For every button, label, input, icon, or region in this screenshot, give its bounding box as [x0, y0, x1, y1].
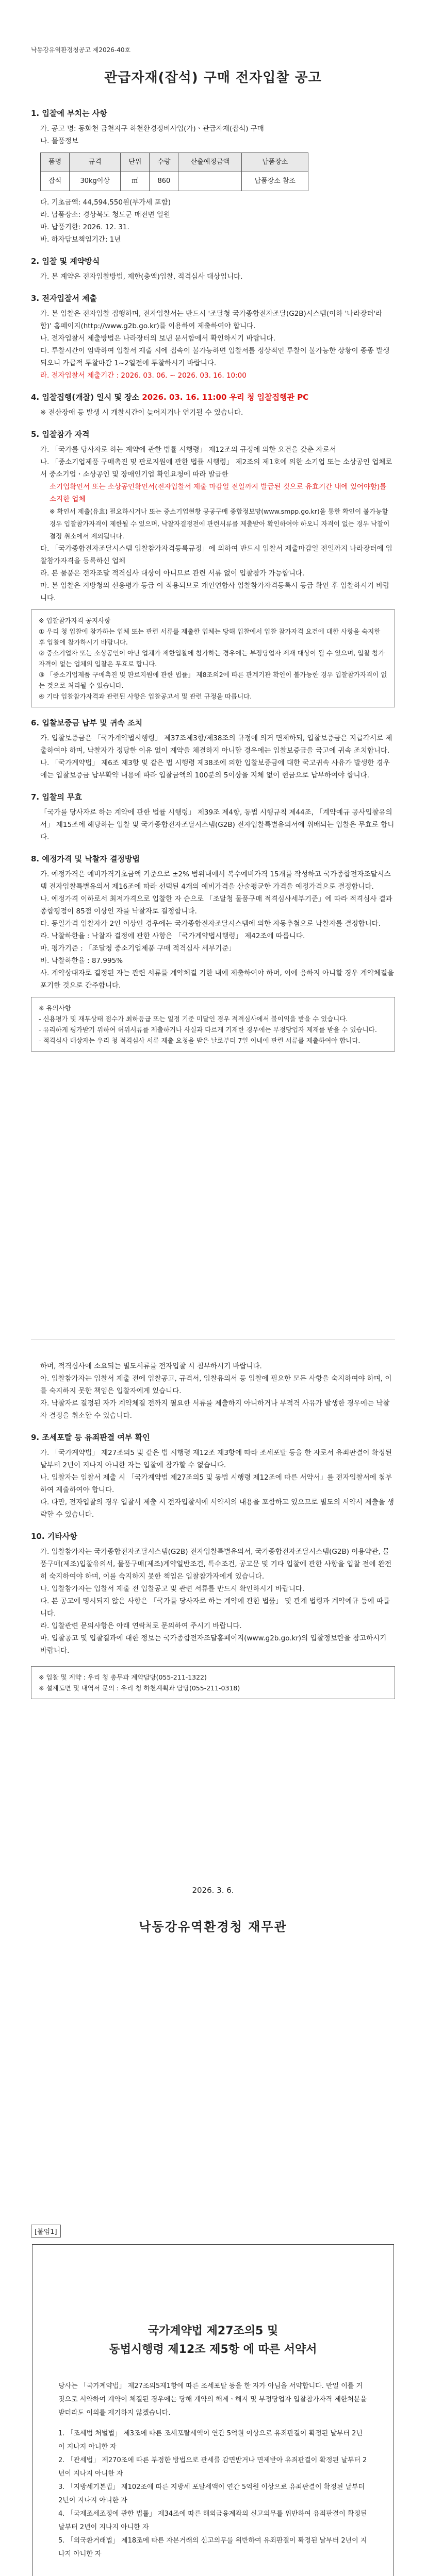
- section-8-heading: 8. 예정가격 및 낙찰자 결정방법: [31, 854, 140, 863]
- s10-line: 나. 입찰참가자는 입찰서 제출 전 입찰공고 및 관련 서류를 반드시 확인하시기 바랍니다.: [40, 1585, 305, 1593]
- box-line: ③ 「중소기업제품 구매촉진 및 판로지원에 관한 법률」 제8조의2에 따른 관계기관 확인이 불가능한 경우 입찰참가자격이 없는 것으로 처리될 수 있습니다.: [39, 671, 387, 689]
- section-5-heading: 5. 입찰참가 자격: [31, 430, 90, 439]
- box-line: - 적격심사 대상자는 우리 청 적격심사 서류 제출 요청을 받은 날로부터 7일 이내에 관련 서류를 제출하여야 합니다.: [39, 1037, 361, 1044]
- box-line: ② 중소기업자 또는 소상공인이 아닌 업체가 제한입찰에 참가하는 경우에는 부정당업자 제재 대상이 될 수 있으며, 입찰 참가 자격이 없는 업체의 입찰은 무효로 합니다.: [39, 649, 385, 668]
- section-3-heading: 3. 전자입찰서 제출: [31, 294, 97, 303]
- table-header: 단위: [121, 153, 150, 172]
- box-line: - 유리하게 평가받기 위하여 허위서류를 제출하거나 사실과 다르게 기재한 경우에는 부정당업자 제재를 받을 수 있습니다.: [39, 1026, 377, 1033]
- s7-line: 「국가를 당사자로 하는 계약에 관한 법률 시행령」 제39조 제4항, 동법 시행규칙 제44조, 「계약예규 공사입찰유의서」 제15조에 해당하는 입찰 및 국가종합전자조달시스템(G2B) 전자입찰특별유의서에 위배되는 입찰은 무효로 합니다.: [40, 808, 395, 841]
- form-item: 1. 「조세범 처벌법」 제3조에 따른 조세포탈세액이 연간 5억원 이상으로 유죄판결이 확정된 날부터 2년이 지나지 아니한 자: [58, 2430, 363, 2451]
- table-cell: ㎥: [121, 172, 150, 191]
- item-table: [40, 152, 308, 191]
- section-1-heading: 1. 입찰에 부치는 사항: [31, 109, 107, 118]
- box-line: ① 우리 청 입찰에 참가하는 업체 또는 관련 서류를 제출한 업체는 당해 입찰에서 입찰 참가자격 요건에 대한 사항을 숙지한 후 입찰에 참가하시기 바랍니다.: [39, 628, 381, 646]
- attachment-label: [붙임1]: [31, 2225, 61, 2238]
- s9-line: 나. 입찰자는 입찰서 제출 시 「국가계약법 제27조의5 및 동법 시행령 제12조에 따른 서약서」를 전자입찰서에 첨부하여 제출하여야 합니다.: [40, 1473, 392, 1494]
- s9-line: 다. 다만, 전자입찰의 경우 입찰서 제출 시 전자입찰서에 서약서의 내용을 포함하고 있으므로 별도의 서약서 제출을 생략할 수 있습니다.: [40, 1498, 394, 1519]
- s3-line: 가. 본 입찰은 전자입찰 집행하며, 전자입찰서는 반드시 '조달청 국가종합전자조달(G2B)시스템(이하 '나라장터'라 함)' 홈페이지(http://www.g2b.go.kr)를 이용하여 제출하여야 합니다.: [40, 310, 383, 330]
- s10-line: 다. 본 공고에 명시되지 않은 사항은 「국가를 당사자로 하는 계약에 관한 법률」 및 관계 법령과 계약예규 등에 따릅니다.: [40, 1597, 390, 1618]
- s8-line: 마. 평가기준 : 「조달청 중소기업제품 구매 적격심사 세부기준」: [40, 944, 236, 953]
- form-body: [32, 2359, 394, 2561]
- contact-box: [31, 1666, 395, 1699]
- s5-red-line: 소기업확인서 또는 소상공인확인서(전자입찰서 제출 마감일 전일까지 발급된 것으로 유효기간 내에 있어야함)를 소지한 업체: [50, 483, 387, 503]
- s5-line: 라. 본 물품은 전자조달 적격심사 대상이 아니므로 관련 서류 없이 입찰참가 가능합니다.: [40, 569, 305, 578]
- s8-line: 라. 낙찰하한율 : 낙찰자 결정에 관한 사항은 「국가계약법시행령」 제42조에 따릅니다.: [40, 932, 305, 940]
- page-title: 관급자재(잡석) 구매 전자입찰 공고: [104, 70, 322, 86]
- caution-box: [31, 997, 395, 1052]
- s10-line: 마. 입찰공고 및 입찰결과에 대한 정보는 국가종합전자조달홈페이지(www.g2b.go.kr)의 입찰정보란을 참고하시기 바랍니다.: [40, 1634, 387, 1655]
- section-10-heading: 10. 기타사항: [31, 1532, 77, 1541]
- s8b-line: 자. 낙찰자로 결정된 자가 계약체결 전까지 필요한 서류를 제출하지 아니하거나 부적격 사유가 발생한 경우에는 낙찰자 결정을 취소할 수 있습니다.: [40, 1399, 390, 1420]
- section-2-heading: 2. 입찰 및 계약방식: [31, 257, 100, 266]
- s1-line: 가. 공고 명: 동화천 금천지구 하천환경정비사업(가)ㆍ관급자재(잡석) 구매: [40, 125, 264, 133]
- table-row: [41, 172, 308, 191]
- table-cell: 잡석: [41, 172, 70, 191]
- s6-line: 가. 입찰보증금은 「국가계약법시행령」 제37조제3항/제38조의 규정에 의거 면제하되, 입찰보증금은 지급각서로 제출하여야 하며, 낙찰자가 정당한 이유 없이 계약을 체결하지 아니할 경우에는 입찰보증금을 국고에 귀속 조치합니다.: [40, 734, 392, 755]
- s3-deadline: 라. 전자입찰서 제출기간 : 2026. 03. 06. ~ 2026. 03. 16. 10:00: [40, 371, 247, 380]
- form-intro: 당사는 「국가계약법」 제27조의5제1항에 따른 조세포탈 등을 한 자가 아님을 서약합니다. 만일 이를 거짓으로 서약하여 계약이 체결된 경우에는 당해 계약의 해제ㆍ해지 및 부정당업자 입찰참가자격 제한처분을 받더라도 이의를 제기하지 않겠습니다.: [58, 2382, 367, 2417]
- s5-line: 가. 「국가를 당사자로 하는 계약에 관한 법률 시행령」 제12조의 규정에 의한 요건을 갖춘 자로서: [40, 446, 336, 454]
- notice-box: [31, 609, 395, 707]
- s4-line: ※ 전산장애 등 발생 시 개찰시간이 늦어지거나 연기될 수 있습니다.: [40, 409, 243, 417]
- s1-line: 바. 하자담보책임기간: 1년: [40, 235, 121, 244]
- table-cell: 납품장소 참조: [242, 172, 308, 191]
- s1-line: 다. 기초금액: 44,594,550원(부가세 포함): [40, 198, 171, 207]
- s4-heading-text: 4. 입찰집행(개찰) 일시 및 장소: [31, 393, 140, 402]
- s8b-line: 하며, 적격심사에 소요되는 별도서류를 전자입찰 시 첨부하시기 바랍니다.: [40, 1362, 262, 1370]
- s8-line: 다. 동일가격 입찰자가 2인 이상인 경우에는 국가종합전자조달시스템에 의한 자동추첨으로 낙찰자를 결정합니다.: [40, 920, 381, 928]
- s1-line: 라. 납품장소: 경상북도 청도군 매전면 일원: [40, 211, 170, 219]
- s2-line: 가. 본 계약은 전자입찰방법, 제한(총액)입찰, 적격심사 대상입니다.: [40, 273, 243, 281]
- contact-line: ※ 설계도면 및 내역서 문의 : 우리 청 하천계획과 담당(055-211-0318): [39, 1684, 240, 1692]
- form-title: [32, 2322, 394, 2359]
- s8-line: 사. 계약상대자로 결정된 자는 관련 서류를 계약체결 기한 내에 제출하여야 하며, 이에 응하지 아니할 경우 계약체결을 포기한 것으로 간주합니다.: [40, 969, 394, 990]
- form-item: 3. 「지방세기본법」 제102조에 따른 지방세 포탈세액이 연간 5억원 이상으로 유죄판결이 확정된 날부터 2년이 지나지 아니한 자: [58, 2483, 365, 2504]
- table-header: 납품장소: [242, 153, 308, 172]
- s1-line: 마. 납품기한: 2026. 12. 31.: [40, 223, 129, 231]
- s5-note: ※ 확인서 제출(유효) 필요하시거나 또는 중소기업현황 공공구매 종합정보망(www.smpp.go.kr)을 통한 확인이 불가능할 경우 입찰참가자격이 제한될 수 있으며, 낙찰자결정전에 관련서류를 제출받아 확인하여야 하오니 자격이 없는 경우 낙찰이 결정 취소에서 제외됩니다.: [50, 507, 390, 540]
- s8b-line: 아. 입찰참가자는 입찰서 제출 전에 입찰공고, 규격서, 입찰유의서 등 입찰에 필요한 모든 사항을 숙지하여야 하며, 이를 숙지하지 못한 책임은 입찰자에게 있습니다.: [40, 1375, 392, 1395]
- s3-line: 다. 투찰시간이 임박하여 입찰서 제출 시에 접속이 불가능하면 입찰서를 정상적인 투찰이 불가능한 상황이 종종 발생되오니 가급적 투찰마감 1~2일전에 투찰하시기 바랍니다.: [40, 347, 390, 367]
- table-cell: 860: [150, 172, 178, 191]
- s9-line: 가. 「국가계약법」 제27조의5 및 같은 법 시행령 제12조 제3항에 따라 조세포탈 등을 한 자로서 유죄판결이 확정된 날부터 2년이 지나지 아니한 자는 입찰에 참가할 수 없습니다.: [40, 1449, 392, 1469]
- box-line: ④ 기타 입찰참가자격과 관련된 사항은 입찰공고서 및 관련 규정을 따릅니다.: [39, 692, 252, 700]
- s1-line: 나. 물품정보: [40, 137, 78, 145]
- s4-datetime: 2026. 03. 16. 11:00 우리 청 입찰집행관 PC: [142, 393, 309, 402]
- box-line: ※ 유의사항: [39, 1004, 71, 1012]
- form-item: 4. 「국제조세조정에 관한 법률」 제34조에 따른 해외금융계좌의 신고의무를 위반하여 유죄판결이 확정된 날부터 2년이 지나지 아니한 자: [58, 2510, 367, 2531]
- pledge-form: [32, 2244, 394, 2576]
- table-header: 품명: [41, 153, 70, 172]
- s10-line: 라. 입찰관련 문의사항은 아래 연락처로 문의하여 주시기 바랍니다.: [40, 1622, 242, 1630]
- s8-line: 나. 예정가격 이하로서 최저가격으로 입찰한 자 순으로 「조달청 물품구매 적격심사세부기준」에 따라 적격심사 결과 종합평점이 85점 이상인 자를 낙찰자로 결정합니다.: [40, 895, 392, 916]
- table-cell: [178, 172, 242, 191]
- announcement-date: 2026. 3. 6.: [192, 1886, 234, 1895]
- contact-line: ※ 입찰 및 계약 : 우리 청 총무과 계약담당(055-211-1322): [39, 1673, 207, 1681]
- s8-line: 바. 낙찰하한율 : 87.995%: [40, 957, 123, 965]
- s5-line: 마. 본 입찰은 지방청의 신용평가 등급 이 적용되므로 개인연합사 입찰참가자격등록시 등급 확인 후 입찰하시기 바랍니다.: [40, 582, 390, 602]
- table-header: 규격: [70, 153, 121, 172]
- s10-line: 가. 입찰참가자는 국가종합전자조달시스템(G2B) 전자입찰특별유의서, 국가종합전자조달시스템(G2B) 이용약관, 물품구매(제조)입찰유의서, 물품구매(제조)계약일반조건, 특수조건, 공고문 및 기타 입찰에 관한 사항을 입찰 전에 완전히 숙지하여야 하며, 이를 숙지하지 못한 책임은 입찰참가자에게 있습니다.: [40, 1548, 392, 1581]
- document-number: 낙동강유역환경청공고 제2026-40호: [31, 46, 131, 54]
- form-item: 5. 「외국환거래법」 제18조에 따른 자본거래의 신고의무를 위반하여 유죄판결이 확정된 날부터 2년이 지나지 아니한 자: [58, 2537, 367, 2558]
- form-title-line: 국가계약법 제27조의5 및: [148, 2325, 278, 2337]
- s6-line: 나. 「국가계약법」 제6조 제3항 및 같은 법 시행령 제38조에 의한 입찰보증금에 대한 국고귀속 사유가 발생한 경우에는 입찰보증금 납부확약 내용에 따라 입찰금액의 100분의 5이상을 지체 없이 현금으로 납부하여야 합니다.: [40, 759, 390, 779]
- s3-line: 나. 전자입찰서 제출방법은 나라장터의 보낸 문서함에서 확인하시기 바랍니다.: [40, 334, 275, 343]
- box-line: - 신용평가 및 재무상태 점수가 최하등급 또는 일정 기준 미달인 경우 적격심사에서 불이익을 받을 수 있습니다.: [39, 1015, 348, 1023]
- form-title-line: 동법시행령 제12조 제5항 에 따른 서약서: [109, 2343, 317, 2356]
- section-9-heading: 9. 조세포탈 등 유죄판결 여부 확인: [31, 1433, 150, 1442]
- announcement-body: [31, 98, 395, 1057]
- issuing-organization: 낙동강유역환경청 재무관: [139, 1920, 287, 1934]
- table-header: 수량: [150, 153, 178, 172]
- s5-line: 다. 「국가종합전자조달시스템 입찰참가자격등록규정」에 의하여 반드시 입찰서 제출마감일 전일까지 나라장터에 입찰참가자격을 등록하신 업체: [40, 545, 392, 565]
- s5-line: 나. 「중소기업제품 구매촉진 및 판로지원에 관한 법률 시행령」 제2조의 제1호에 의한 소기업 또는 소상공인 업체로서 중소기업ㆍ소상공인 및 장애인기업 확인요청에 따라 발급한: [40, 458, 392, 479]
- form-item: 2. 「관세법」 제270조에 따른 부정한 방법으로 관세를 감면받거나 면제받아 유죄판결이 확정된 날부터 2년이 지나지 아니한 자: [58, 2456, 367, 2478]
- box-title: ※ 입찰참가자격 공지사항: [39, 617, 111, 624]
- announcement-body-continued: [31, 1360, 395, 1704]
- section-6-heading: 6. 입찰보증금 납부 및 귀속 조치: [31, 718, 143, 727]
- s8-line: 가. 예정가격은 예비가격기초금액 기준으로 ±2% 범위내에서 복수예비가격 15개를 작성하고 국가종합전자조달시스템 전자입찰특별유의서 제16조에 따라 선택된 4개의 예비가격을 산술평균한 가격을 예정가격으로 결정합니다.: [40, 870, 391, 891]
- section-4-heading: [31, 391, 395, 403]
- section-7-heading: 7. 입찰의 무효: [31, 792, 83, 802]
- table-header: 산출예정금액: [178, 153, 242, 172]
- table-header-row: [41, 153, 308, 172]
- table-cell: 30kg이상: [70, 172, 121, 191]
